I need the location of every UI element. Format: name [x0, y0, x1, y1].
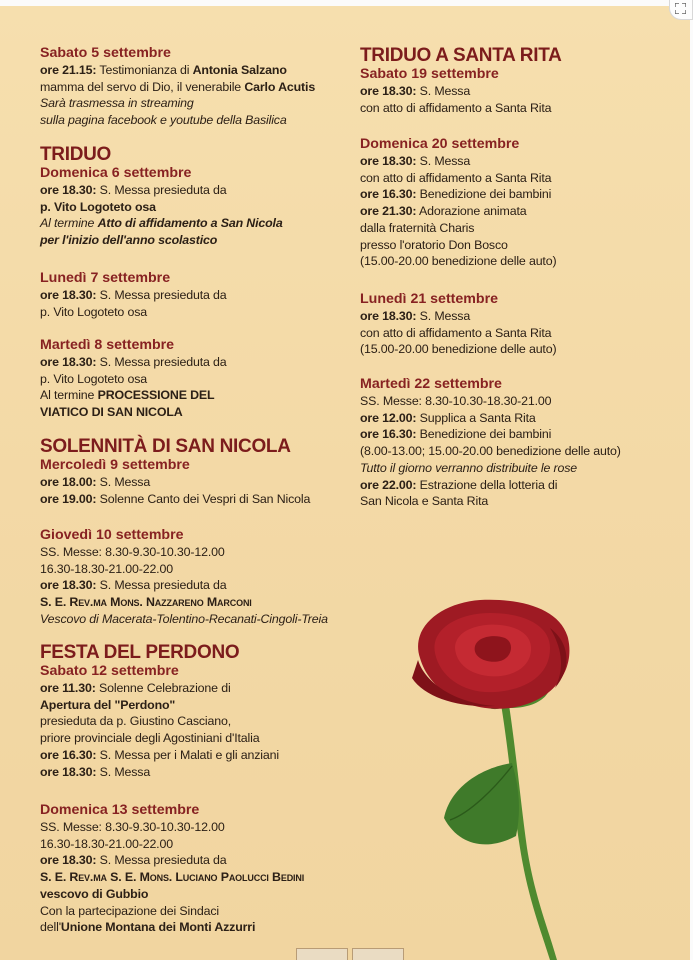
- text-line: [360, 186, 660, 203]
- date-heading: Mercoledì 9 settembre: [40, 457, 190, 473]
- text-line: dalla fraternità Charis: [360, 220, 475, 235]
- text-span: S. Messa presieduta da: [96, 578, 227, 593]
- text-line: [40, 474, 355, 491]
- text-span: S. Messa: [96, 475, 151, 489]
- text-line: VIATICO DI SAN NICOLA: [40, 405, 183, 420]
- text-span: Solenne Canto dei Vespri di San Nicola: [96, 491, 311, 506]
- rose-illustration: [400, 598, 590, 960]
- text-line: [40, 387, 355, 404]
- time-label: ore 16.30:: [360, 187, 417, 202]
- time-label: ore 18.30:: [40, 288, 97, 302]
- person-name: Carlo Acutis: [244, 79, 316, 94]
- time-label: ore 18.30:: [40, 853, 97, 868]
- section-domenica-13: [40, 802, 355, 936]
- text-line: [360, 203, 660, 220]
- section-lunedi-21: [360, 291, 660, 358]
- text-line: p. Vito Logoteto osa: [40, 371, 147, 386]
- text-line: Sarà trasmessa in streaming: [40, 96, 194, 111]
- text-span: Supplica a Santa Rita: [416, 410, 536, 425]
- text-line: presso l'oratorio Don Bosco: [360, 237, 508, 252]
- text-line: [40, 354, 355, 371]
- date-heading: Domenica 6 settembre: [40, 165, 192, 181]
- text-line: con atto di affidamento a Santa Rita: [360, 325, 552, 340]
- time-label: ore 16.30:: [360, 427, 417, 442]
- text-line: Con la partecipazione dei Sindaci: [40, 903, 219, 918]
- text-span: S. Messa presieduta da: [96, 183, 227, 197]
- text-line: con atto di affidamento a Santa Rita: [360, 100, 552, 115]
- text-span: mamma del servo di Dio, il venerabile: [40, 79, 245, 94]
- text-line: [40, 747, 355, 764]
- text-line: priore provinciale degli Agostiniani d'Italia: [40, 731, 260, 746]
- text-span: Benedizione dei bambini: [416, 187, 552, 202]
- text-line: [40, 79, 355, 96]
- text-span: dell': [40, 920, 61, 935]
- text-line: [40, 919, 355, 936]
- text-line: [360, 308, 660, 325]
- text-span: Estrazione della lotteria di: [416, 477, 558, 492]
- time-label: ore 18.30:: [360, 84, 417, 98]
- section-triduo-santa-rita: [360, 45, 660, 116]
- section-solennita: [40, 436, 355, 507]
- text-line: [360, 426, 660, 443]
- text-line: San Nicola e Santa Rita: [360, 494, 489, 509]
- text-line: sulla pagina facebook e youtube della Basilica: [40, 113, 287, 128]
- text-span: Unione Montana dei Monti Azzurri: [60, 920, 256, 935]
- text-line: p. Vito Logoteto osa: [40, 199, 156, 214]
- section-sabato-5: [40, 45, 355, 129]
- section-title: SOLENNITÀ DI SAN NICOLA: [40, 436, 291, 457]
- text-line: [40, 680, 355, 697]
- expand-icon: [675, 3, 686, 14]
- date-heading: Domenica 13 settembre: [40, 802, 200, 818]
- text-line: [40, 491, 355, 508]
- text-line: [40, 287, 355, 304]
- text-line: 16.30-18.30-21.00-22.00: [40, 836, 173, 851]
- text-span: Benedizione dei bambini: [416, 427, 552, 442]
- text-line: (8.00-13.00; 15.00-20.00 benedizione delle auto): [360, 444, 621, 459]
- time-label: ore 19.00:: [40, 491, 97, 506]
- text-span: S. Messa presieduta da: [96, 853, 227, 868]
- section-martedi-8: [40, 337, 355, 421]
- section-triduo: [40, 144, 355, 249]
- text-span: S. Messa: [416, 84, 471, 98]
- text-line: Tutto il giorno verranno distribuite le rose: [360, 460, 577, 475]
- text-line: [360, 410, 660, 427]
- text-line: S. E. Rev.ma Mons. Nazzareno Marconi: [40, 595, 252, 610]
- text-line: [360, 477, 660, 494]
- time-label: ore 12.00:: [360, 410, 417, 425]
- time-label: ore 18.30:: [40, 578, 97, 593]
- text-line: SS. Messe: 8.30-10.30-18.30-21.00: [360, 394, 552, 408]
- text-line: [40, 182, 355, 199]
- date-heading: Sabato 19 settembre: [360, 66, 499, 82]
- time-label: ore 18.30:: [360, 154, 417, 168]
- text-span: Al termine: [40, 216, 98, 231]
- text-line: [360, 153, 660, 170]
- stamp-right: [352, 948, 404, 960]
- top-border: [0, 0, 693, 6]
- text-span: S. Messa presieduta da: [96, 355, 227, 369]
- date-heading: Lunedì 21 settembre: [360, 291, 498, 307]
- text-line: [40, 852, 355, 869]
- expand-button[interactable]: [669, 0, 693, 20]
- text-line: (15.00-20.00 benedizione delle auto): [360, 254, 557, 269]
- section-festa-del-perdono: [40, 642, 355, 780]
- text-line: Vescovo di Macerata-Tolentino-Recanati-Cingoli-Treia: [40, 611, 328, 626]
- text-span: Atto di affidamento a San Nicola: [97, 216, 283, 231]
- time-label: ore 21.15:: [40, 63, 97, 77]
- time-label: ore 21.30:: [360, 204, 417, 219]
- time-label: ore 22.00:: [360, 477, 417, 492]
- text-line: [360, 83, 660, 100]
- text-line: vescovo di Gubbio: [40, 886, 149, 901]
- date-heading: Lunedì 7 settembre: [40, 270, 171, 286]
- time-label: ore 18.30:: [40, 183, 97, 197]
- text-line: p. Vito Logoteto osa: [40, 304, 147, 319]
- time-label: ore 16.30:: [40, 747, 97, 762]
- text-line: con atto di affidamento a Santa Rita: [360, 170, 552, 185]
- text-line: [40, 215, 355, 232]
- text-span: Solenne Celebrazione di: [95, 681, 231, 695]
- text-line: [40, 764, 355, 781]
- section-domenica-20: [360, 136, 660, 270]
- section-title: TRIDUO A SANTA RITA: [360, 45, 562, 66]
- text-line: 16.30-18.30-21.00-22.00: [40, 561, 173, 576]
- date-heading: Martedì 8 settembre: [40, 337, 175, 353]
- text-line: Apertura del "Perdono": [40, 697, 176, 712]
- text-span: S. Messa per i Malati e gli anziani: [96, 747, 279, 762]
- date-heading: Martedì 22 settembre: [360, 376, 502, 392]
- section-title: FESTA DEL PERDONO: [40, 642, 240, 663]
- text-span: Adorazione animata: [416, 204, 527, 219]
- date-heading: Sabato 12 settembre: [40, 663, 179, 679]
- text-span: PROCESSIONE DEL: [97, 388, 215, 403]
- time-label: ore 18.00:: [40, 475, 97, 489]
- text-span: S. Messa: [416, 154, 471, 168]
- date-heading: Domenica 20 settembre: [360, 136, 520, 152]
- section-martedi-22: [360, 376, 660, 510]
- text-line: S. E. Rev.ma S. E. Mons. Luciano Paolucci Bedini: [40, 870, 305, 885]
- stamp-left: [296, 948, 348, 960]
- text-span: S. Messa presieduta da: [96, 288, 227, 302]
- text-span: Al termine: [40, 388, 98, 403]
- text-line: (15.00-20.00 benedizione delle auto): [360, 342, 557, 357]
- text-line: SS. Messe: 8.30-9.30-10.30-12.00: [40, 820, 225, 834]
- time-label: ore 18.30:: [40, 355, 97, 369]
- date-heading: Sabato 5 settembre: [40, 45, 171, 61]
- text-line: [40, 577, 355, 594]
- time-label: ore 18.30:: [40, 764, 97, 779]
- text-line: presieduta da p. Giustino Casciano,: [40, 714, 232, 729]
- section-title: TRIDUO: [40, 144, 112, 165]
- time-label: ore 11.30:: [40, 681, 96, 695]
- person-name: Antonia Salzano: [192, 63, 287, 77]
- text-line: per l'inizio dell'anno scolastico: [40, 233, 218, 248]
- section-lunedi-7: [40, 270, 355, 320]
- time-label: ore 18.30:: [360, 309, 417, 323]
- text-line: SS. Messe: 8.30-9.30-10.30-12.00: [40, 545, 225, 559]
- text-span: Testimonianza di: [96, 63, 193, 77]
- text-span: S. Messa: [96, 764, 151, 779]
- text-line: [40, 62, 355, 79]
- date-heading: Giovedì 10 settembre: [40, 527, 184, 543]
- section-giovedi-10: [40, 527, 355, 628]
- text-span: S. Messa: [416, 309, 471, 323]
